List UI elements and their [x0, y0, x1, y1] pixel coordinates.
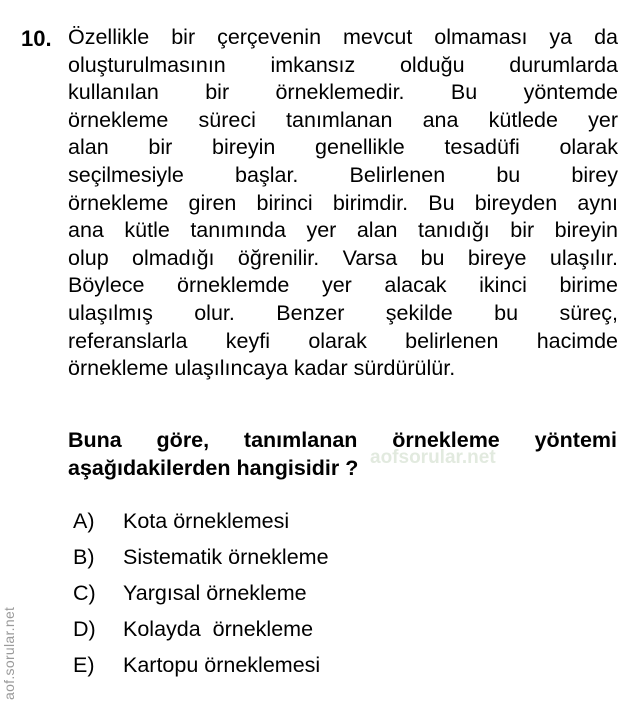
option-c[interactable]	[73, 577, 329, 613]
stem-line: ana kütle tanımında yer alan tanıdığı bir bireyin	[68, 218, 618, 243]
option-letter: C)	[73, 581, 96, 605]
option-e[interactable]	[73, 649, 329, 685]
stem-line: ulaşılmış olur. Benzer şekilde bu süreç,	[68, 300, 618, 325]
stem-line: alan bir bireyin genellikle tesadüfi olarak	[68, 135, 618, 160]
option-text: Kartopu örneklemesi	[123, 653, 321, 677]
option-letter: D)	[73, 617, 96, 641]
question-stem	[68, 24, 618, 383]
stem-line: seçilmesiyle başlar. Belirlenen bu birey	[68, 162, 618, 187]
watermark-vertical: aof.sorular.net	[1, 606, 17, 700]
option-a[interactable]	[73, 505, 329, 541]
option-letter: B)	[73, 545, 95, 569]
option-text: Yargısal örnekleme	[123, 581, 307, 605]
stem-line: örnekleme giren birinci birimdir. Bu bireyden aynı	[68, 190, 618, 215]
stem-line: oluşturulmasının imkansız olduğu durumlarda	[68, 52, 618, 77]
stem-line: örnekleme ulaşılıncaya kadar sürdürülür.	[68, 356, 456, 381]
option-text: Sistematik örnekleme	[123, 545, 329, 569]
prompt-line: aşağıdakilerden hangisidir ?	[68, 456, 359, 480]
watermark-inline: aofsorular.net	[370, 447, 496, 468]
stem-line: kullanılan bir örneklemedir. Bu yöntemde	[68, 80, 618, 105]
stem-line: olup olmadığı öğrenilir. Varsa bu bireye ulaşılır.	[68, 245, 618, 270]
option-letter: E)	[73, 653, 95, 677]
answer-options	[73, 505, 329, 685]
option-d[interactable]	[73, 613, 329, 649]
question-prompt	[68, 426, 617, 482]
question-number: 10.	[21, 26, 52, 51]
option-text: Kota örneklemesi	[123, 509, 290, 533]
stem-line: referanslarla keyfi olarak belirlenen hacimde	[68, 328, 618, 353]
stem-line: Özellikle bir çerçevenin mevcut olmaması ya da	[68, 25, 618, 49]
prompt-line: Buna göre, tanımlanan örnekleme yöntemi	[68, 428, 617, 452]
option-text: Kolayda örnekleme	[123, 617, 314, 641]
stem-line: Böylece örneklemde yer alacak ikinci birime	[68, 273, 618, 298]
option-b[interactable]	[73, 541, 329, 577]
option-letter: A)	[73, 509, 95, 533]
stem-line: örnekleme süreci tanımlanan ana kütlede yer	[68, 107, 618, 132]
